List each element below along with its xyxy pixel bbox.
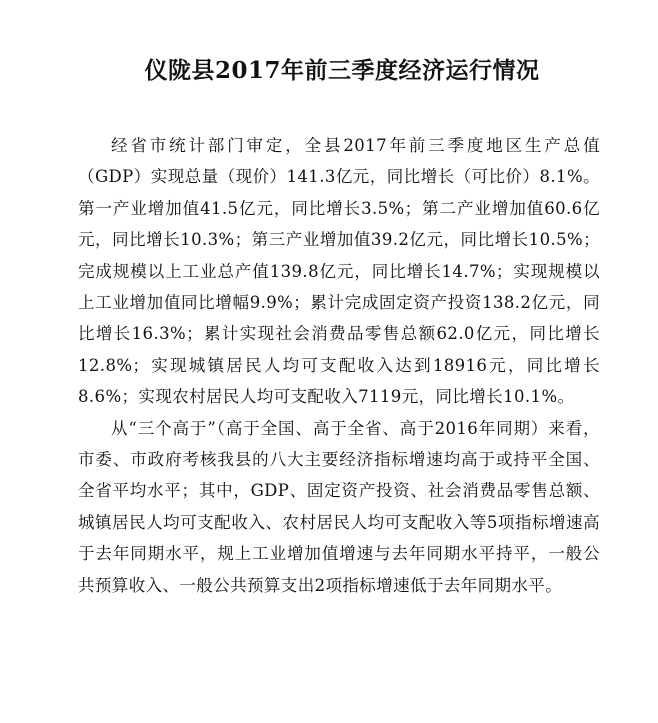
document-body bbox=[78, 130, 600, 601]
document-title: 仪陇县2017年前三季度经济运行情况 bbox=[144, 57, 540, 84]
paragraph-gdp-summary: 经省市统计部门审定，全县2017年前三季度地区生产总值（GDP）实现总量（现价）141.3亿元，同比增长（可比价）8.1%。第一产业增加值41.5亿元，同比增长3.5%；第二产业增加值60.6亿元，同比增长10.3%；第三产业增加值39.2亿元，同比增长10.5%；完成规模以上工业总产值139.8亿元，同比增长14.7%；实现规模以上工业增加值同比增幅9.9%；累计完成固定资产投资138.2亿元，同比增长16.3%；累计实现社会消费品零售总额62.0亿元，同比增长12.8%；实现城镇居民人均可支配收入达到18916元，同比增长8.6%；实现农村居民人均可支配收入7119元，同比增长10.1%。 bbox=[78, 136, 600, 407]
paragraph-three-higher-comparison: 从“三个高于”（高于全国、高于全省、高于2016年同期）来看，市委、市政府考核我县的八大主要经济指标增速均高于或持平全国、全省平均水平；其中，GDP、固定资产投资、社会消费品零售总额、城镇居民人均可支配收入、农村居民人均可支配收入等5项指标增速高于去年同期水平，规上工业增加值增速与去年同期水平持平，一般公共预算收入、一般公共预算支出2项指标增速低于去年同期水平。 bbox=[78, 418, 600, 595]
